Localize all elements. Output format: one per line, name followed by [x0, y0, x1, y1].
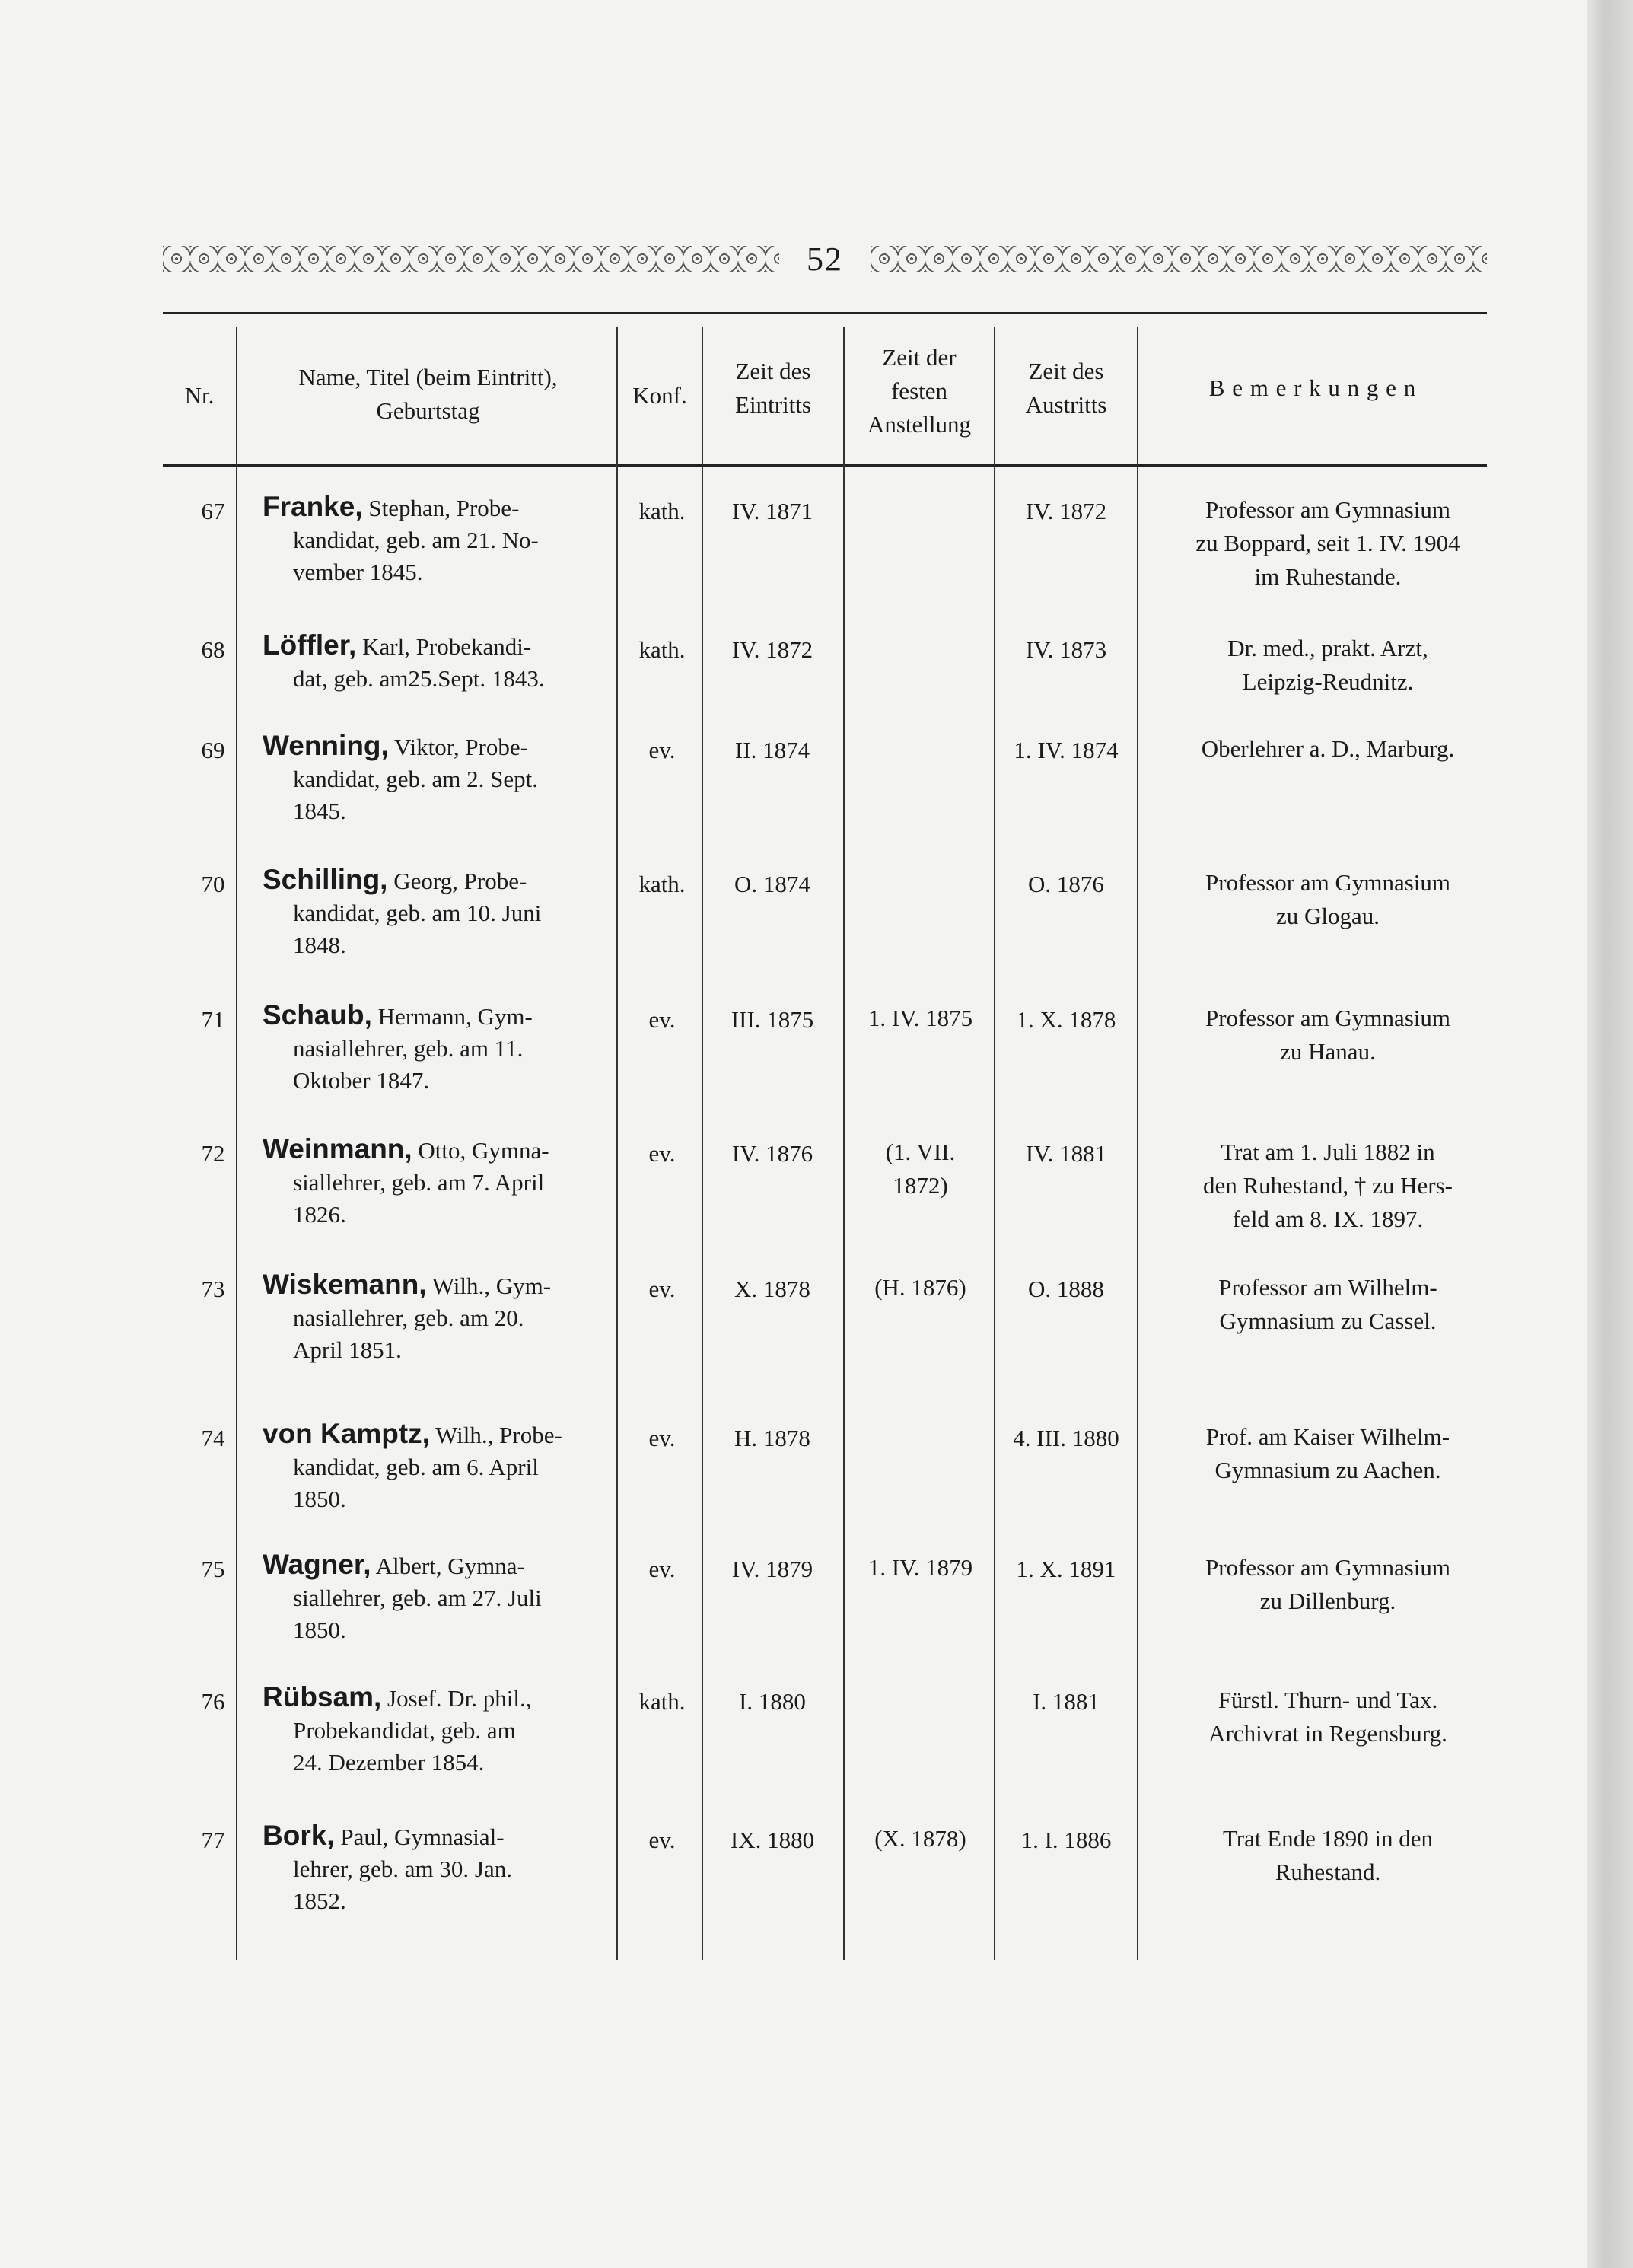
row-name	[263, 1417, 620, 1516]
row-name-text: Albert, Gymna-	[371, 1553, 525, 1579]
row-surname: Wenning,	[263, 730, 389, 761]
row-konf: ev.	[648, 1140, 676, 1167]
row-austritt: 1. X. 1891	[1016, 1556, 1116, 1582]
row-name-line: kandidat, geb. am 2. Sept.	[293, 766, 538, 792]
row-anstellung-line: 1. IV. 1879	[867, 1554, 973, 1581]
row-austritt: O. 1888	[1028, 1276, 1104, 1302]
row-austritt: 1. IV. 1874	[1014, 737, 1119, 763]
row-name	[263, 729, 620, 828]
row-nr: 76	[201, 1688, 225, 1715]
row-name-text: Wilh., Gym-	[426, 1273, 552, 1299]
row-eintritt: O. 1874	[734, 871, 810, 897]
row-konf: kath.	[638, 636, 686, 663]
row-bemerkungen	[1149, 632, 1507, 699]
row-name-first-line	[263, 863, 620, 898]
row-eintritt: II. 1874	[734, 737, 810, 763]
row-surname: von Kamptz,	[263, 1418, 430, 1449]
ornament-left	[163, 246, 779, 272]
row-surname: Rübsam,	[263, 1681, 382, 1712]
row-surname: Bork,	[263, 1820, 335, 1851]
row-name-line: nasiallehrer, geb. am 11.	[293, 1035, 524, 1062]
row-bemerkungen-line: den Ruhestand, † zu Hers-	[1203, 1172, 1453, 1199]
row-austritt: I. 1881	[1033, 1688, 1100, 1715]
row-name-first-line	[263, 1680, 620, 1715]
row-name-line: nasiallehrer, geb. am 20.	[293, 1304, 524, 1331]
row-konf: ev.	[648, 1276, 676, 1302]
row-konf: ev.	[648, 737, 676, 763]
table-header-rule	[163, 464, 1487, 467]
row-bemerkungen	[1149, 866, 1507, 933]
header-anstellung	[845, 341, 994, 441]
row-bemerkungen-line: Professor am Wilhelm-	[1218, 1274, 1437, 1301]
row-bemerkungen-line: Professor am Gymnasium	[1205, 869, 1451, 896]
column-divider	[843, 327, 845, 1960]
row-surname: Schilling,	[263, 864, 388, 895]
row-name-text: Georg, Probe-	[387, 868, 527, 894]
row-bemerkungen	[1149, 1822, 1507, 1889]
row-name-text: Stephan, Probe-	[362, 495, 520, 521]
row-name-line: dat, geb. am25.Sept. 1843.	[293, 665, 545, 692]
row-name-first-line	[263, 1132, 620, 1167]
row-austritt: 1. I. 1886	[1020, 1827, 1112, 1853]
header-austritt-line: Zeit des	[1028, 358, 1104, 384]
row-bemerkungen-line: Professor am Gymnasium	[1205, 496, 1451, 523]
row-bemerkungen-line: Professor am Gymnasium	[1205, 1554, 1451, 1581]
row-konf: kath.	[638, 871, 686, 897]
row-konf: ev.	[648, 1425, 676, 1451]
row-name-line: vember 1845.	[293, 559, 423, 585]
row-bemerkungen-line: Gymnasium zu Aachen.	[1214, 1457, 1441, 1483]
row-name-text: Paul, Gymnasial-	[334, 1824, 505, 1850]
header-name	[240, 361, 616, 428]
row-name-line: 1826.	[293, 1201, 346, 1228]
row-name-text: Karl, Probekandi-	[356, 633, 532, 660]
row-nr: 77	[201, 1827, 225, 1853]
row-name-line: 1850.	[293, 1617, 346, 1643]
row-eintritt: I. 1880	[739, 1688, 806, 1715]
row-anstellung-line: (X. 1878)	[874, 1825, 966, 1852]
row-bemerkungen-line: zu Hanau.	[1280, 1038, 1376, 1065]
row-name-text: Hermann, Gym-	[371, 1003, 533, 1030]
row-surname: Wagner,	[263, 1549, 371, 1580]
row-name	[263, 1548, 620, 1647]
row-name	[263, 1819, 620, 1918]
row-anstellung	[846, 1551, 995, 1585]
header-anstellung-line: Zeit der	[882, 344, 957, 371]
header-konf: Konf.	[632, 382, 687, 409]
row-name	[263, 629, 620, 696]
row-name-first-line	[263, 629, 620, 664]
row-austritt: O. 1876	[1028, 871, 1104, 897]
row-konf: ev.	[648, 1556, 676, 1582]
row-anstellung	[846, 1002, 995, 1035]
row-austritt: IV. 1881	[1025, 1140, 1107, 1167]
header-name-line: Name, Titel (beim Eintritt),	[298, 364, 558, 390]
row-name-first-line	[263, 490, 620, 525]
ornament-right	[871, 246, 1487, 272]
row-name	[263, 1268, 620, 1367]
row-name-line: 1848.	[293, 932, 346, 958]
header-name-line: Geburtstag	[376, 397, 480, 424]
header-bemerkungen: B e m e r k u n g e n	[1208, 374, 1417, 401]
column-divider	[702, 327, 703, 1960]
column-divider	[1137, 327, 1138, 1960]
row-austritt: IV. 1872	[1025, 498, 1107, 524]
row-bemerkungen	[1149, 1420, 1507, 1487]
row-konf: kath.	[638, 498, 686, 524]
row-name-line: siallehrer, geb. am 7. April	[293, 1169, 545, 1196]
row-name	[263, 999, 620, 1097]
row-name-line: 1845.	[293, 798, 346, 824]
row-bemerkungen-line: Trat Ende 1890 in den	[1222, 1825, 1434, 1852]
row-name-line: Oktober 1847.	[293, 1067, 430, 1094]
row-bemerkungen-line: im Ruhestande.	[1254, 563, 1402, 590]
row-anstellung-line: 1872)	[893, 1172, 948, 1199]
page-number: 52	[807, 240, 843, 278]
row-eintritt: IX. 1880	[730, 1827, 815, 1853]
row-austritt: 1. X. 1878	[1016, 1006, 1116, 1033]
row-name-first-line	[263, 999, 620, 1034]
row-eintritt: X. 1878	[734, 1276, 810, 1302]
row-konf: ev.	[648, 1006, 676, 1033]
row-bemerkungen	[1149, 1136, 1507, 1236]
row-name-first-line	[263, 1417, 620, 1452]
row-anstellung-line: 1. IV. 1875	[867, 1005, 973, 1031]
page-header	[163, 228, 1487, 289]
row-bemerkungen-line: Trat am 1. Juli 1882 in	[1221, 1139, 1435, 1165]
row-nr: 74	[201, 1425, 225, 1451]
row-konf: kath.	[638, 1688, 686, 1715]
row-bemerkungen-line: Archivrat in Regensburg.	[1208, 1720, 1447, 1747]
row-bemerkungen-line: zu Dillenburg.	[1259, 1588, 1396, 1614]
row-nr: 68	[201, 636, 225, 663]
row-bemerkungen-line: zu Boppard, seit 1. IV. 1904	[1195, 530, 1460, 556]
row-anstellung	[846, 1822, 995, 1855]
row-nr: 71	[201, 1006, 225, 1033]
row-name-text: Josef. Dr. phil.,	[381, 1685, 532, 1712]
row-bemerkungen-line: feld am 8. IX. 1897.	[1232, 1206, 1424, 1232]
row-nr: 67	[201, 498, 225, 524]
row-bemerkungen	[1149, 1002, 1507, 1069]
row-eintritt: III. 1875	[731, 1006, 814, 1033]
row-anstellung-line: (H. 1876)	[874, 1274, 966, 1301]
row-bemerkungen-line: Professor am Gymnasium	[1205, 1005, 1451, 1031]
row-name	[263, 1132, 620, 1231]
row-surname: Franke,	[263, 491, 363, 522]
header-eintritt	[703, 355, 843, 422]
row-eintritt: IV. 1871	[731, 498, 813, 524]
table-top-rule	[163, 312, 1487, 314]
row-eintritt: H. 1878	[734, 1425, 810, 1451]
header-anstellung-line: Anstellung	[867, 411, 972, 438]
row-name-text: Viktor, Probe-	[388, 734, 528, 760]
row-anstellung-line: (1. VII.	[885, 1139, 956, 1165]
row-austritt: 4. III. 1880	[1013, 1425, 1119, 1451]
row-name-line: Probekandidat, geb. am	[293, 1717, 516, 1744]
header-austritt	[995, 355, 1137, 422]
row-name-line: kandidat, geb. am 10. Juni	[293, 900, 542, 926]
row-name-line: 1852.	[293, 1887, 346, 1914]
header-austritt-line: Austritts	[1025, 391, 1107, 418]
row-name-text: Otto, Gymna-	[412, 1137, 549, 1164]
row-name-line: April 1851.	[293, 1336, 402, 1363]
row-konf: ev.	[648, 1827, 676, 1853]
row-eintritt: IV. 1879	[731, 1556, 813, 1582]
row-surname: Wiskemann,	[263, 1269, 427, 1300]
header-anstellung-line: festen	[890, 377, 948, 404]
row-surname: Weinmann,	[263, 1133, 412, 1164]
row-nr: 70	[201, 871, 225, 897]
row-nr: 73	[201, 1276, 225, 1302]
row-bemerkungen-line: Ruhestand.	[1275, 1859, 1381, 1885]
row-bemerkungen	[1149, 1683, 1507, 1750]
header-nr: Nr.	[184, 382, 215, 409]
row-name-first-line	[263, 1819, 620, 1854]
row-bemerkungen	[1149, 493, 1507, 594]
row-surname: Schaub,	[263, 999, 372, 1030]
row-austritt: IV. 1873	[1025, 636, 1107, 663]
row-anstellung	[846, 1271, 995, 1304]
row-nr: 72	[201, 1140, 225, 1167]
row-bemerkungen-line: Gymnasium zu Cassel.	[1219, 1308, 1437, 1334]
row-name-line: 24. Dezember 1854.	[293, 1749, 485, 1776]
row-bemerkungen-line: Fürstl. Thurn- und Tax.	[1218, 1687, 1438, 1713]
header-eintritt-line: Zeit des	[735, 358, 811, 384]
row-name-first-line	[263, 1548, 620, 1583]
row-bemerkungen-line: Dr. med., prakt. Arzt,	[1227, 635, 1428, 661]
row-bemerkungen-line: Oberlehrer a. D., Marburg.	[1201, 735, 1455, 762]
row-name-line: lehrer, geb. am 30. Jan.	[293, 1855, 512, 1882]
row-name	[263, 863, 620, 962]
row-name-first-line	[263, 729, 620, 764]
row-name	[263, 1680, 620, 1779]
header-eintritt-line: Eintritts	[735, 391, 811, 418]
row-name	[263, 490, 620, 589]
page-edge-shadow	[1587, 0, 1633, 2268]
row-anstellung	[846, 1136, 995, 1202]
row-bemerkungen-line: Leipzig-Reudnitz.	[1242, 668, 1414, 695]
row-name-line: kandidat, geb. am 6. April	[293, 1454, 539, 1480]
row-name-first-line	[263, 1268, 620, 1303]
row-bemerkungen	[1149, 732, 1507, 766]
row-eintritt: IV. 1872	[731, 636, 813, 663]
row-bemerkungen	[1149, 1271, 1507, 1338]
row-bemerkungen	[1149, 1551, 1507, 1618]
row-bemerkungen-line: Prof. am Kaiser Wilhelm-	[1205, 1423, 1450, 1450]
row-name-line: kandidat, geb. am 21. No-	[293, 527, 539, 553]
row-name-line: siallehrer, geb. am 27. Juli	[293, 1585, 542, 1611]
row-name-line: 1850.	[293, 1486, 346, 1512]
row-name-text: Wilh., Probe-	[429, 1422, 562, 1448]
row-eintritt: IV. 1876	[731, 1140, 813, 1167]
row-bemerkungen-line: zu Glogau.	[1275, 903, 1380, 929]
row-nr: 75	[201, 1556, 225, 1582]
row-surname: Löffler,	[263, 629, 357, 661]
row-nr: 69	[201, 737, 225, 763]
